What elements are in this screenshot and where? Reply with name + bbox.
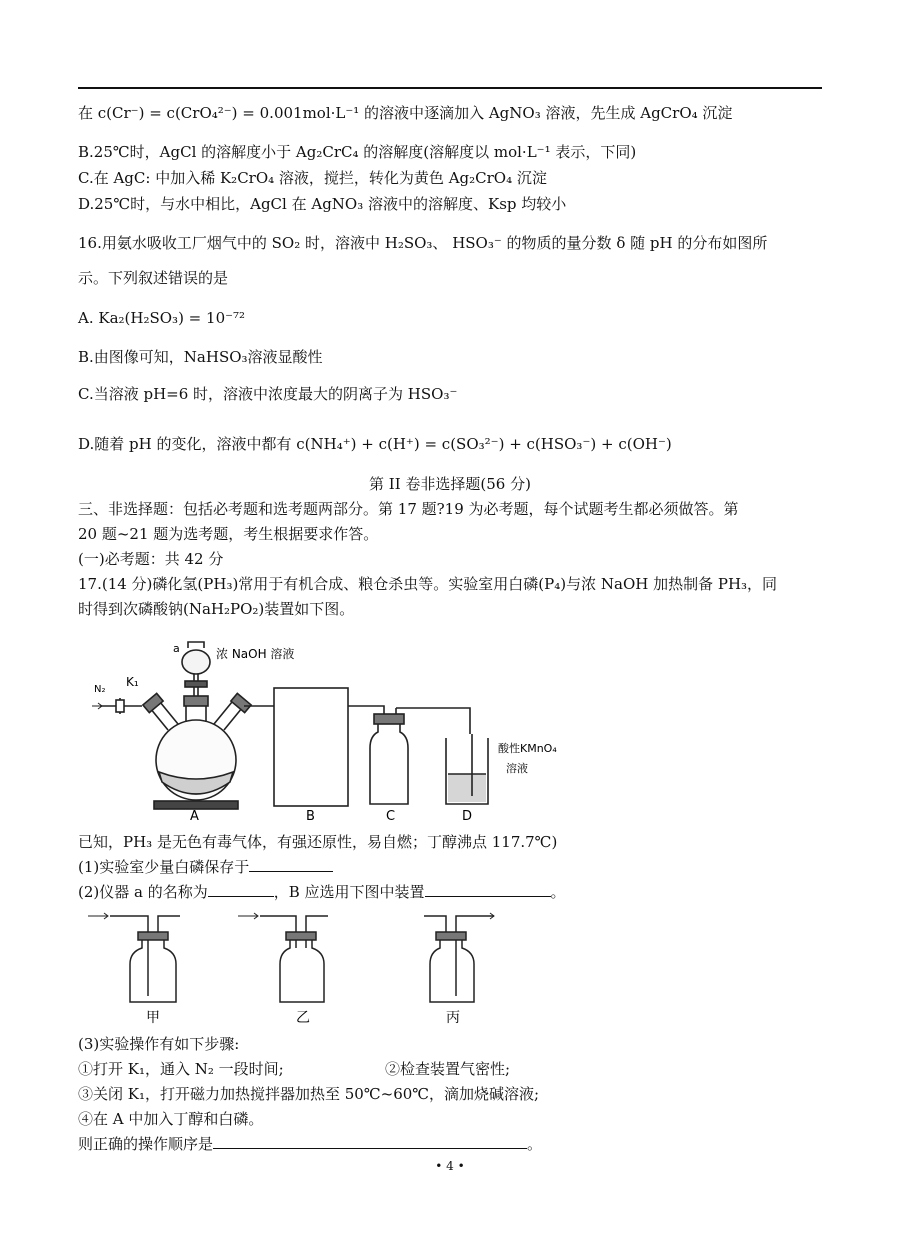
q16-stem-2: 示。下列叙述错误的是 [78,269,229,287]
label-kmno4-2: 溶液 [506,762,528,775]
q16-option-d: D.随着 pH 的变化，溶液中都有 c(NH₄⁺) + c(H⁺) = c(SO₃²⁻) + c(HSO₃⁻) + c(OH⁻) [78,435,672,453]
q17-stem-1: 17.(14 分)磷化氢(PH₃)常用于有机合成、粮仓杀虫等。实验室用白磷(P₄)与浓 NaOH 加热制备 PH₃，同 [78,575,778,593]
q17-q3: (3)实验操作有如下步骤: [78,1035,240,1053]
q17-q2-text-b: ，B 应选用下图中装置 [273,883,425,901]
label-n2: N₂ [94,684,106,695]
unit-label-a: A [190,809,199,822]
q15-line-a: 在 c(Cr⁻) = c(CrO₄²⁻) = 0.001mol·L⁻¹ 的溶液中逐滴加入 AgNO₃ 溶液，先生成 AgCrO₄ 沉淀 [78,104,733,122]
bottle-label-jia: 甲 [146,1010,160,1026]
answer-blank-order[interactable] [213,1134,527,1149]
order-question [78,1134,542,1154]
step-3: ③关闭 K₁，打开磁力加热搅拌器加热至 50℃~60℃，滴加烧碱溶液; [78,1085,540,1103]
header-rule [78,87,822,89]
section-intro-2: 20 题~21 题为选考题，考生根据要求作答。 [78,525,379,543]
bottle-options-diagram [84,906,524,1028]
q15-option-c: C.在 AgC: 中加入稀 K₂CrO₄ 溶液，搅拦，转化为黄色 Ag₂CrO₄ 沉淀 [78,169,547,187]
apparatus-diagram [84,636,604,822]
label-a: a [173,642,180,655]
bottle-label-bing: 丙 [446,1010,460,1026]
q15-option-d: D.25℃时，与水中相比，AgCl 在 AgNO₃ 溶液中的溶解度、Ksp 均较小 [78,195,567,213]
q17-known: 已知，PH₃ 是无色有毒气体，有强还原性，易自燃；丁醇沸点 117.7℃) [78,833,558,851]
section-intro-1: 三、非选择题：包括必考题和选考题两部分。第 17 题?19 为必考题，每个试题考生都必须做答。第 [78,500,739,518]
page-number: • 4 • [435,1159,465,1173]
step-1: ①打开 K₁，通入 N₂ 一段时间; [78,1060,284,1078]
section-title: 第 II 卷非选择题(56 分) [369,475,531,493]
q17-q2-text-a: (2)仪器 a 的名称为 [78,883,208,901]
step-2: ②检查装置气密性; [385,1060,511,1078]
step-4: ④在 A 中加入丁醇和白磷。 [78,1110,264,1128]
unit-label-b: B [306,809,315,822]
q16-option-a: A. Ka₂(H₂SO₃) = 10⁻⁷² [78,309,246,327]
q17-q2-end: 。 [550,883,566,901]
answer-blank-q2b[interactable] [425,882,551,897]
bottle-label-yi: 乙 [296,1010,310,1026]
q15-option-b: B.25℃时，AgCl 的溶解度小于 Ag₂CrC₄ 的溶解度(溶解度以 mol·L⁻¹ 表示，下同) [78,143,637,161]
label-k1: K₁ [126,675,139,689]
answer-blank-q2a[interactable] [208,882,274,897]
q17-q1-text: (1)实验室少量白磷保存于 [78,858,250,876]
label-kmno4-1: 酸性KMnO₄ [498,742,557,755]
q17-stem-2: 时得到次磷酸钠(NaH₂PO₂)装置如下图。 [78,600,355,618]
answer-blank-q1[interactable] [249,857,333,872]
unit-label-c: C [386,809,396,822]
label-naoh: 浓 NaOH 溶液 [216,647,295,661]
q16-option-c: C.当溶液 pH=6 时，溶液中浓度最大的阴离子为 HSO₃⁻ [78,385,458,403]
q16-stem-1: 16.用氨水吸收工厂烟气中的 SO₂ 时，溶液中 H₂SO₃、 HSO₃⁻ 的物质的量分数 δ 随 pH 的分布如图所 [78,234,768,252]
q16-option-b: B.由图像可知，NaHSO₃溶液显酸性 [78,348,323,366]
q17-q2 [78,882,566,902]
unit-label-d: D [462,809,473,822]
q17-q1 [78,857,333,877]
order-text: 则正确的操作顺序是 [78,1135,214,1153]
required-heading: (一)必考题：共 42 分 [78,550,224,568]
order-end: 。 [527,1135,543,1153]
